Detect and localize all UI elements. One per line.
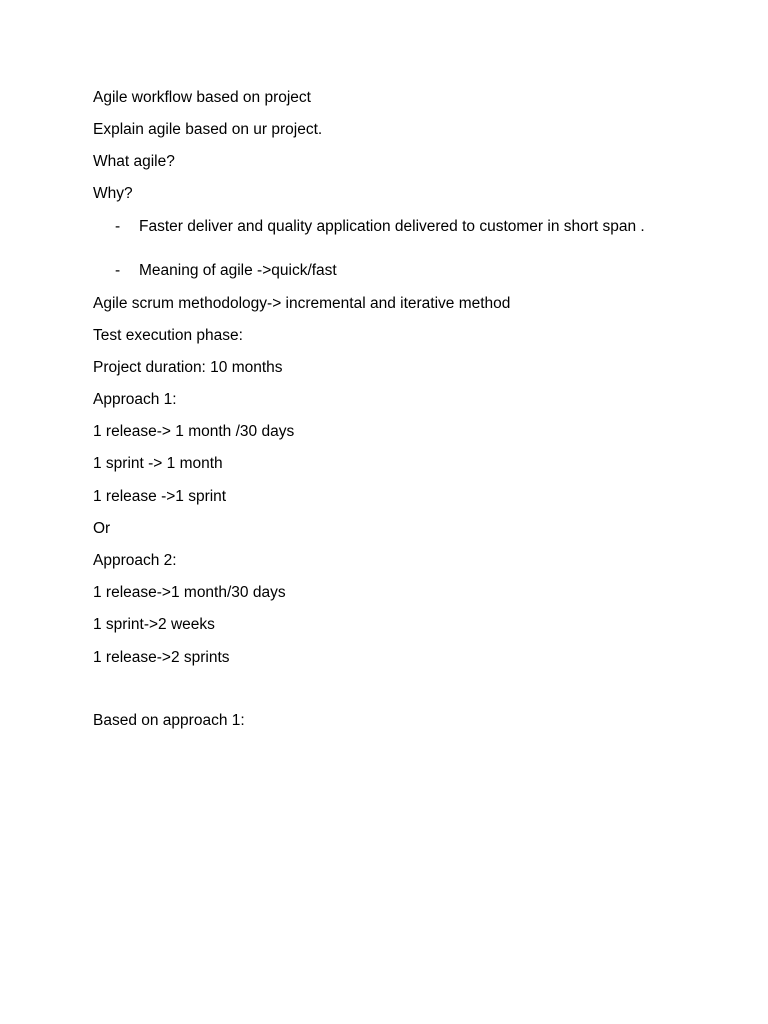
text-line: Why? bbox=[93, 185, 133, 202]
text-line: Explain agile based on ur project. bbox=[93, 121, 323, 138]
text-line: Based on approach 1: bbox=[93, 712, 245, 729]
text-line: 1 release->1 month/30 days bbox=[93, 584, 286, 601]
text-line: What agile? bbox=[93, 153, 175, 170]
text-line: 1 sprint->2 weeks bbox=[93, 616, 215, 633]
text-line: 1 release->2 sprints bbox=[93, 649, 230, 666]
text-line: Or bbox=[93, 520, 111, 537]
text-line: Test execution phase: bbox=[93, 327, 243, 344]
text-line: 1 release-> 1 month /30 days bbox=[93, 423, 295, 440]
text-line: Agile scrum methodology-> incremental and iterative method bbox=[93, 295, 511, 312]
text-line: Project duration: 10 months bbox=[93, 359, 283, 376]
text-line: Approach 1: bbox=[93, 391, 177, 408]
bullet-dash: - bbox=[115, 218, 121, 235]
bullet-text: Meaning of agile ->quick/fast bbox=[139, 262, 337, 279]
text-line: 1 release ->1 sprint bbox=[93, 488, 227, 505]
bullet-text: Faster deliver and quality application delivered to customer in short span . bbox=[139, 218, 645, 235]
text-line: Approach 2: bbox=[93, 552, 177, 569]
bullet-dash: - bbox=[115, 262, 121, 279]
text-line: 1 sprint -> 1 month bbox=[93, 455, 223, 472]
text-line: Agile workflow based on project bbox=[93, 89, 311, 106]
